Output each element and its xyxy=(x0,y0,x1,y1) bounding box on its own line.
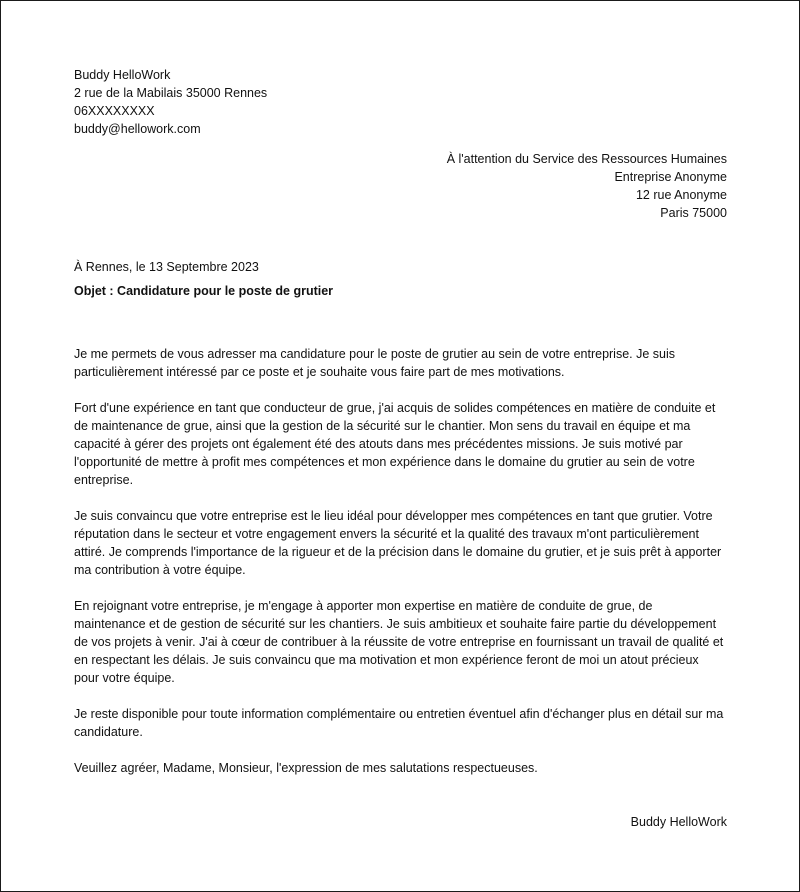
signature: Buddy HelloWork xyxy=(630,815,727,829)
body-paragraph: Je reste disponible pour toute information complémentaire ou entretien éventuel afin d'échanger plus en détail sur ma candidature. xyxy=(74,707,724,739)
body-paragraph: Fort d'une expérience en tant que conducteur de grue, j'ai acquis de solides compétences en matière de conduite et de maintenance de grue, ainsi que la gestion de la sécurité sur le chantier. Mon sens du travail en équipe et ma capacité à gérer des projets ont également été des atouts dans mes précédentes missions. Je suis motivé par l'opportunité de mettre à profit mes compétences et mon expérience dans le domaine du grutier au sein de votre entreprise. xyxy=(74,401,716,487)
body-paragraph: En rejoignant votre entreprise, je m'engage à apporter mon expertise en matière de conduite de grue, de maintenance et de gestion de sécurité sur les chantiers. Je suis ambitieux et souhaite faire partie du développement de vos projets à venir. J'ai à cœur de contribuer à la réussite de votre entreprise en fournissant un travail de qualité et en respectant les délais. Je suis convaincu que ma motivation et mon expérience feront de moi un atout précieux pour votre équipe. xyxy=(74,599,724,685)
letter-body xyxy=(74,345,727,777)
sender-phone: 06XXXXXXXX xyxy=(74,104,155,118)
recipient-block xyxy=(74,150,727,222)
sender-address: 2 rue de la Mabilais 35000 Rennes xyxy=(74,86,268,100)
recipient-attention: À l'attention du Service des Ressources Humaines xyxy=(446,152,727,166)
recipient-city: Paris 75000 xyxy=(660,206,727,220)
recipient-street: 12 rue Anonyme xyxy=(635,188,727,202)
recipient-company: Entreprise Anonyme xyxy=(614,170,727,184)
body-paragraph: Je me permets de vous adresser ma candidature pour le poste de grutier au sein de votre entreprise. Je suis particulièrement intéressé par ce poste et je souhaite vous faire part de mes motivations. xyxy=(74,347,676,379)
sender-email: buddy@hellowork.com xyxy=(74,122,201,136)
sender-name: Buddy HelloWork xyxy=(74,68,171,82)
closing-formula: Veuillez agréer, Madame, Monsieur, l'expression de mes salutations respectueuses. xyxy=(74,761,538,775)
sender-block xyxy=(74,66,727,138)
date-line: À Rennes, le 13 Septembre 2023 xyxy=(74,260,259,274)
body-paragraph: Je suis convaincu que votre entreprise est le lieu idéal pour développer mes compétences en tant que grutier. Votre réputation dans le secteur et votre engagement envers la sécurité et la qualité des travaux m'ont particulièrement attiré. Je comprends l'importance de la rigueur et de la précision dans le domaine du grutier, et je suis prêt à apporter ma contribution à votre équipe. xyxy=(74,509,722,577)
subject-line: Objet : Candidature pour le poste de grutier xyxy=(74,284,334,298)
letter-content xyxy=(74,66,727,831)
